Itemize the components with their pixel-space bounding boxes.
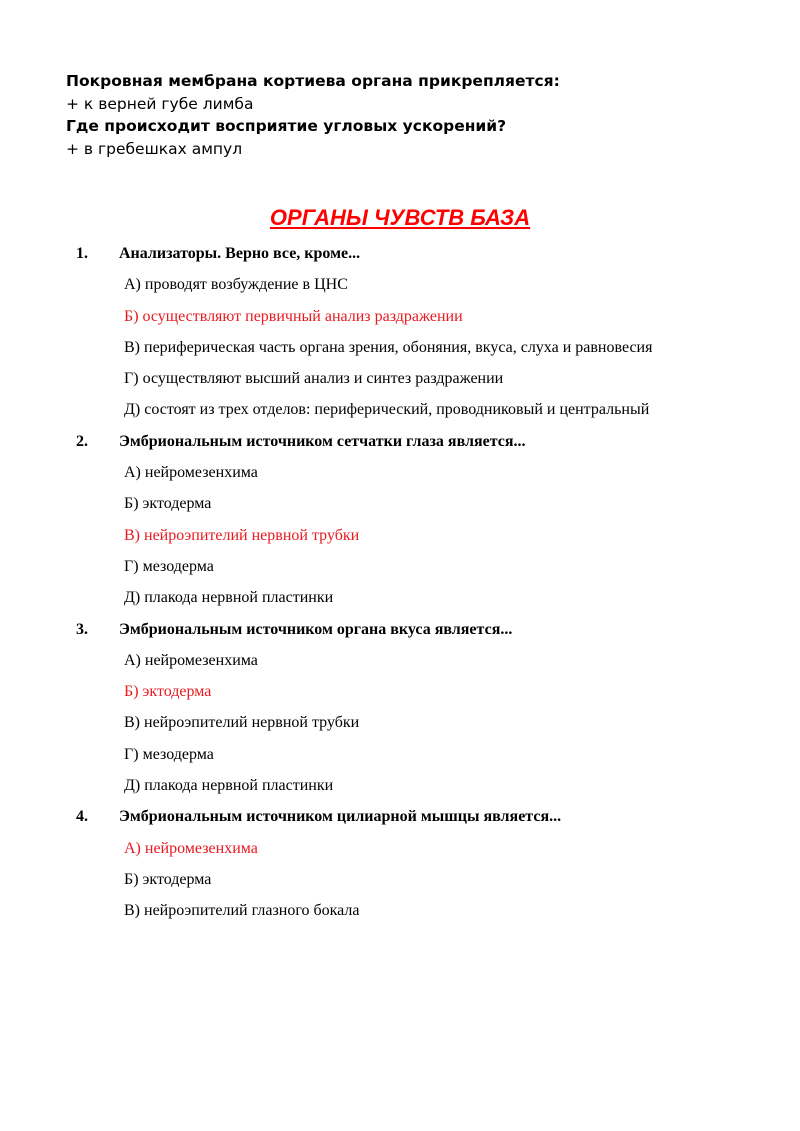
question-text: Эмбриональным источником сетчатки глаза является... [119,432,526,450]
option: Г) мезодерма [124,557,214,575]
question-text: Эмбриональным источником цилиарной мышцы является... [119,808,562,826]
question-text: Эмбриональным источником органа вкуса является... [119,620,513,638]
question-3 [0,616,800,647]
intro-block [66,70,766,160]
quiz-list [0,240,800,929]
intro-answer: + в гребешках ампул [66,139,243,158]
question-1 [0,240,800,271]
option: В) нейроэпителий нервной трубки [124,714,360,732]
question-text: Анализаторы. Верно все, кроме... [119,245,361,262]
question-number: 4. [76,808,88,826]
option: В) нейроэпителий глазного бокала [124,902,360,920]
page-title: ОРГАНЫ ЧУВСТВ БАЗА [269,205,531,230]
option: Д) плакода нервной пластинки [124,777,334,795]
intro-question: Покровная мембрана кортиева органа прикрепляется: [66,72,560,90]
option: Б) эктодерма [124,495,212,513]
option: Д) плакода нервной пластинки [124,589,334,607]
option: Б) осуществляют первичный анализ раздражении [124,307,463,325]
option: Б) эктодерма [124,683,212,701]
option: А) нейромезенхима [124,651,258,669]
option: В) нейроэпителий нервной трубки [124,526,360,544]
intro-answer: + к верней губе лимба [66,94,254,113]
option: А) нейромезенхима [124,464,258,482]
option: А) проводят возбуждение в ЦНС [124,276,348,294]
option: Д) состоят из трех отделов: периферический, проводниковый и центральный [124,401,650,419]
option: Г) осуществляют высший анализ и синтез раздражении [124,370,504,388]
intro-question: Где происходит восприятие угловых ускорений? [66,117,507,135]
question-number: 3. [76,620,88,638]
option: Г) мезодерма [124,745,214,763]
question-number: 2. [76,432,88,450]
option: В) периферическая часть органа зрения, обоняния, вкуса, слуха и равновесия [124,338,653,356]
option: А) нейромезенхима [124,839,258,857]
question-number: 1. [76,245,88,262]
question-2 [0,428,800,459]
question-4 [0,803,800,834]
option: Б) эктодерма [124,870,212,888]
